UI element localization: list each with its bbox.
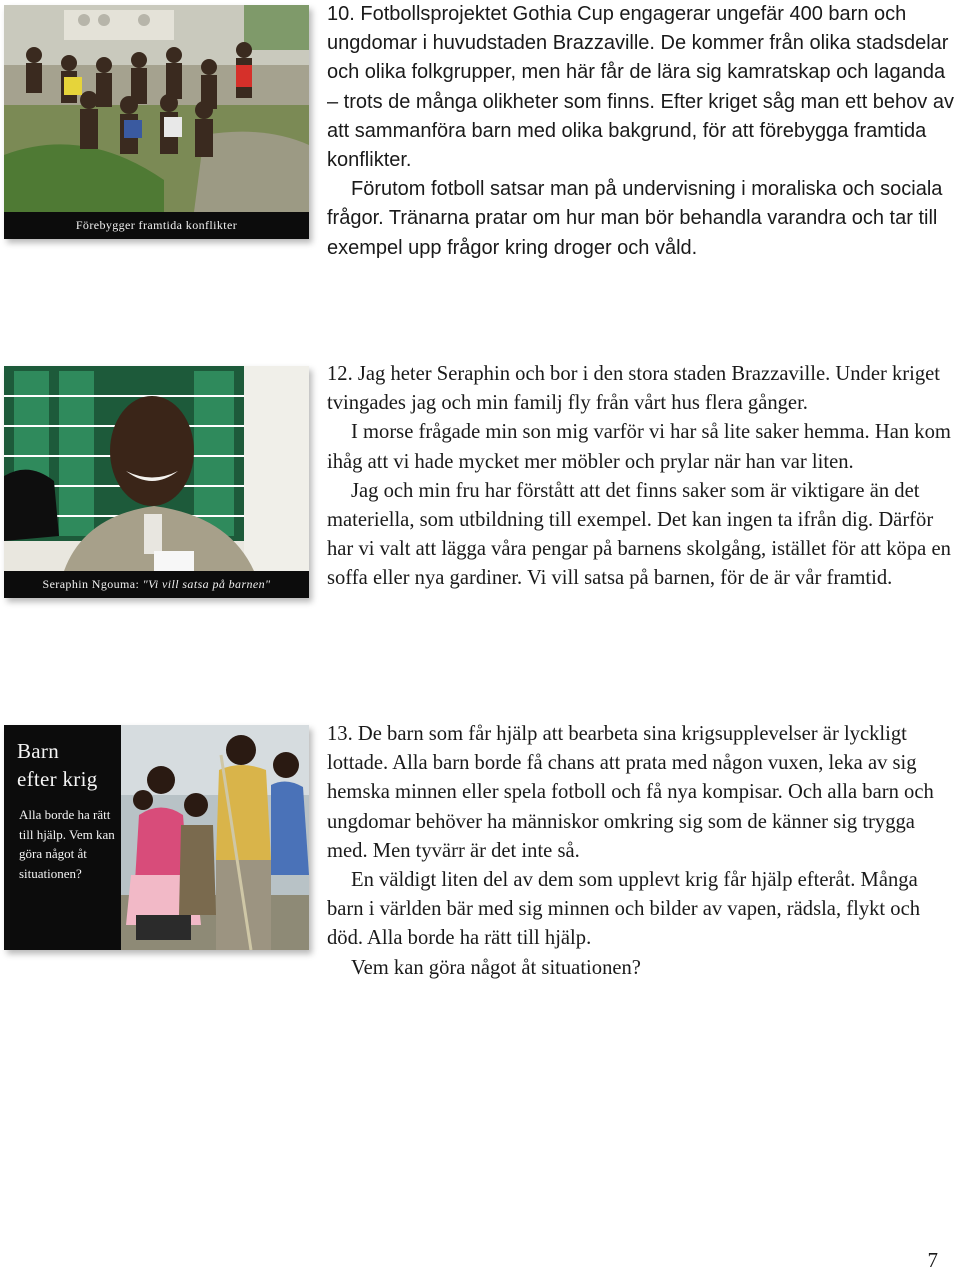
section-13-war-experiences xyxy=(327,720,957,983)
photo-panel-football-children xyxy=(4,5,309,239)
paragraph: Jag och min fru har förstått att det finns saker som är viktigare än det materiella, som utbildning till exempel. Det kan ingen ta ifrån dig. Därför har vi valt att lägga våra pengar på barnens skolgång, istället för att köpa en soffa eller nya gardiner. Vi vill satsa på barnen, för de är vår framtid. xyxy=(327,479,951,590)
section-12-seraphin xyxy=(327,360,957,594)
section-10-football-project xyxy=(327,0,957,263)
page-number: 7 xyxy=(927,1248,938,1272)
photo-panel-seraphin xyxy=(4,366,309,598)
side-title-box xyxy=(4,725,121,950)
paragraph: 12. Jag heter Seraphin och bor i den stora staden Brazzaville. Under kriget tvingades jag och min familj fly från vårt hus flera gånger. xyxy=(327,363,941,415)
caption-quote: "Vi vill satsa på barnen" xyxy=(142,577,271,591)
paragraph: 10. Fotbollsprojektet Gothia Cup engagerar ungefär 400 barn och ungdomar i huvudstaden Brazzaville. De kommer från olika stadsdelar och olika folkgrupper, men här får de lära sig kamratskap och laganda – trots de många olikheter som finns. Efter kriget såg man ett behov av att sammanföra barn med olika bakgrund, för att förebygga framtida konflikter. xyxy=(327,3,954,172)
paragraph: I morse frågade min son mig varför vi har så lite saker hemma. Han kom ihåg att vi hade mycket mer möbler och prylar när han var liten. xyxy=(327,421,951,473)
photo-children-group xyxy=(121,725,309,950)
photo-caption: Förebygger framtida konflikter xyxy=(4,212,309,239)
side-title: Barn efter krig xyxy=(17,739,98,791)
paragraph: En väldigt liten del av dem som upplevt krig får hjälp efteråt. Många barn i världen bär med sig minnen och bilder av vapen, rädsla, flykt och död. Alla borde ha rätt till hjälp. xyxy=(327,869,921,950)
photo-panel-children-after-war xyxy=(4,725,309,950)
paragraph: Förutom fotboll satsar man på undervisning i moraliska och sociala frågor. Tränarna pratar om hur man bör behandla varandra och tar till exempel upp frågor kring droger och våld. xyxy=(327,178,943,259)
side-text: Alla borde ha rätt till hjälp. Vem kan göra något åt situationen? xyxy=(19,807,115,881)
photo-caption xyxy=(4,571,309,598)
paragraph: 13. De barn som får hjälp att bearbeta sina krigsupplevelser är lyckligt lottade. Alla barn borde få chans att prata med någon vuxen, leka av sig hemska minnen eller spela fotboll och få nya kompisar. Och alla barn och ungdomar behöver ha människor omkring sig som de känner sig trygga med. Men tyvärr är det inte så. xyxy=(327,723,934,862)
photo-portrait-smiling-man xyxy=(4,366,309,571)
photo-children-sitting-on-steps xyxy=(4,5,309,212)
caption-name: Seraphin Ngouma: xyxy=(42,577,143,591)
paragraph: Vem kan göra något åt situationen? xyxy=(351,956,641,979)
